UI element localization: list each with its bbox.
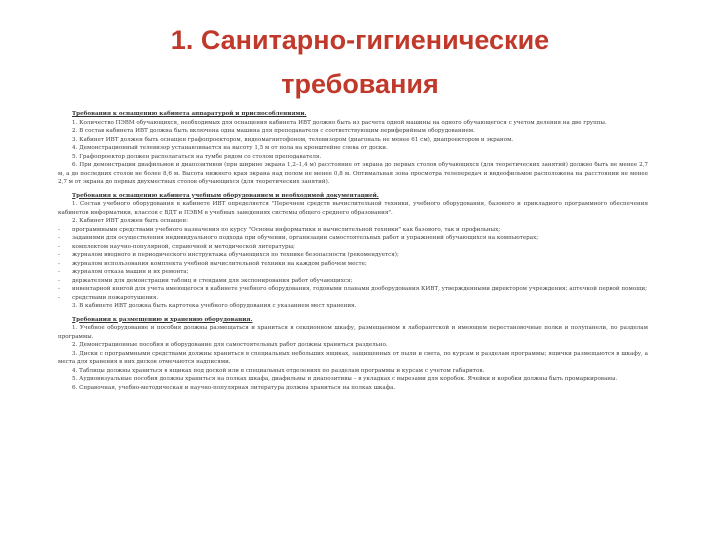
paragraph: 3. Кабинет ИВТ должен быть оснащен графопроектором, видеомагнитофоном, телевизором (диагональ не менее 61 см), диапроектором и экраном. [72, 136, 514, 143]
paragraph: 2. Кабинет ИВТ должен быть оснащен: [72, 218, 189, 224]
list-item: - журналом отказа машин и их ремонта; [58, 269, 189, 275]
section-equipment [58, 110, 648, 187]
section-heading: Требования к оснащению кабинета учебным оборудованием и необходимой документацией. [72, 192, 379, 199]
list-item: - комплектом научно-популярной, справочной и методической литературы; [58, 243, 295, 250]
section-heading: Требования к оснащению кабинета аппаратурой и приспособлениями. [72, 111, 307, 117]
list-item: - журналом вводного и периодического инструктажа обучающихся по технике безопасности (рекомендуется); [58, 252, 399, 258]
paragraph: 5. Аудиовизуальные пособия должны храниться на полках шкафа, диафильмы и диапозитивы – в укладках с вырезами для коробок. Ячейки и коробки должны быть промаркированы. [72, 376, 618, 382]
list-item: - средствами пожаротушения. [58, 294, 159, 301]
paragraph: 2. Демонстрационные пособия и оборудование для самостоятельных работ должны храниться раздельно. [72, 342, 388, 348]
paragraph: 6. При демонстрации диафильмов и диапозитивов (при ширине экрана 1,2–1,4 м) расстояние от экрана до первых столов обучающихся (для теоретических занятий) должно быть не менее 2,7 м, а до последних столов не более 8,6 м. Высота нижнего края экрана над полом не менее 0,8 м. Оптимальная зона просмотра телепередач и видеофильмов расположена на расстоянии не менее 2,7 м от экрана до первых двухместных столов обучающихся (для теоретических занятий). [58, 162, 648, 185]
list-item: - программными средствами учебного назначения по курсу "Основы информатики и вычислительной техники" как базового, так и профильных; [58, 226, 501, 233]
list-item: - журналом использования комплекта учебной вычислительной техники на каждом рабочем месте; [58, 260, 367, 267]
slide-title [40, 18, 680, 106]
list-item: - инвентарной книгой для учета имеющегося в кабинете учебного оборудования, годовыми планами дооборудования КИВТ, утвержденными директором учреждения; аптечкой первой помощи; [58, 286, 648, 292]
paragraph: 1. Учебное оборудование и пособия должны размещаться и храниться в секционном шкафу, размещаемом в лаборантской и имеющем перестановочные полки и полупанели, по разделам программы. [58, 325, 648, 340]
slide-body [58, 110, 648, 530]
section-documentation [58, 192, 648, 311]
paragraph: 1. Количество ПЭВМ обучающихся, необходимых для оснащения кабинета ИВТ должно быть из расчета одной машины на одного обучающегося с учетом деления на две группы. [72, 119, 607, 126]
paragraph: 5. Графопроектор должен располагаться на тумбе рядом со столом преподавателя. [72, 153, 322, 160]
paragraph: 4. Демонстрационный телевизор устанавливается на высоту 1,5 м от пола на кронштейне слева от доски. [72, 145, 388, 151]
title-line-1: 1. Санитарно-гигиенические [170, 25, 550, 55]
section-heading: Требования к размещению и хранению оборудования. [72, 316, 253, 323]
paragraph: 4. Таблицы должны храниться в ящиках под доской или в специальных отделениях по разделам программы и курсам с учетом габаритов. [72, 367, 485, 374]
section-storage [58, 316, 648, 393]
paragraph: 6. Справочная, учебно-методическая и научно-популярная литература должна храниться на полках шкафа. [72, 384, 396, 391]
title-line-2: требования [281, 69, 439, 99]
list-item: - держателями для демонстрации таблиц и стендами для экспонирования работ обучающихся; [58, 277, 353, 284]
list-item: - заданиями для осуществления индивидуального подхода при обучении, организации самостоятельных работ и упражнений обучающихся на компьютерах; [58, 235, 539, 241]
paragraph: 2. В состав кабинета ИВТ должна быть включена одна машина для преподавателя с соответствующим периферийным оборудованием. [72, 128, 475, 134]
paragraph: 3. Диски с программными средствами должны храниться в специальных небольших ящиках, защищенных от пыли и света, по курсам и разделам программы; ящички размещаются в шкафу, а места для хранения в них дисков отмечаются надписями. [58, 350, 648, 365]
paragraph: 3. В кабинете ИВТ должна быть картотека учебного оборудования с указанием мест хранения. [72, 303, 357, 309]
paragraph: 1. Состав учебного оборудования в кабинете ИВТ определяется "Перечнем средств вычислительной техники, учебного оборудования, базового и прикладного программного обеспечения кабинетов информатики, классов с ВДТ и ПЭВМ в учебных заведениях системы общего среднего образования". [58, 201, 648, 216]
